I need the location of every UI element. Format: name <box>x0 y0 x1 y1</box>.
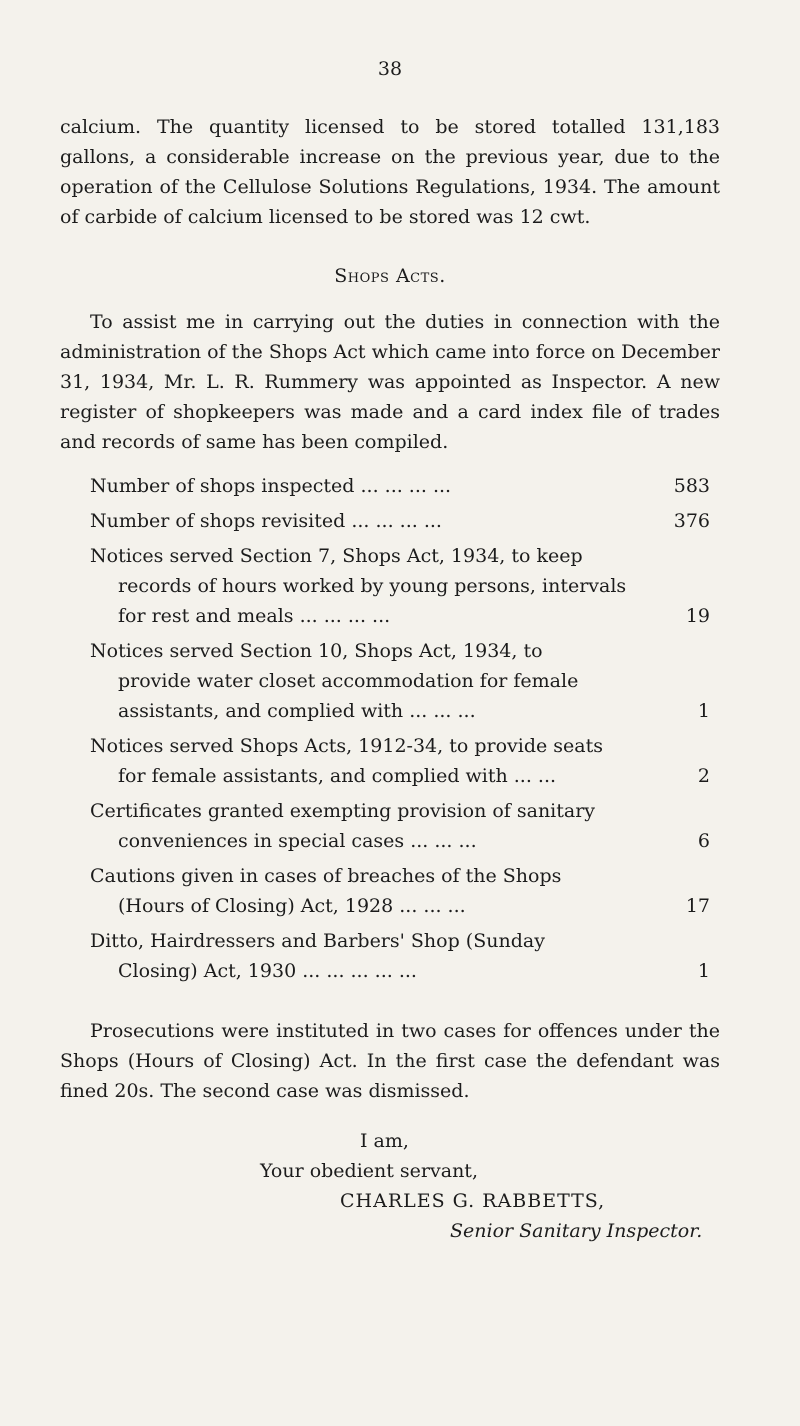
stat-value: 1 <box>697 700 710 722</box>
stat-row <box>90 636 720 726</box>
stat-value: 6 <box>697 830 710 852</box>
intro-paragraph: calcium. The quantity licensed to be stored totalled 131,183 gallons, a considerable increase on the previous year, due to the operation of the Cellulose Solutions Regulations, 1934. The amount of carbide of calcium licensed to be stored was 12 cwt. <box>60 116 720 228</box>
stat-label: Ditto, Hairdressers and Barbers' Shop (Sunday <box>90 930 545 952</box>
stat-value: 583 <box>673 475 710 497</box>
stat-row <box>90 796 720 856</box>
stat-label-continuation: Closing) Act, 1930 ... ... ... ... ... <box>118 960 417 982</box>
stat-value: 1 <box>697 960 710 982</box>
stat-row <box>90 541 720 631</box>
stat-label-continuation: records of hours worked by young persons, intervals for rest and meals ... ... ... ... <box>118 575 627 627</box>
section-heading: Shops Acts. <box>334 265 446 287</box>
stat-row <box>90 926 720 986</box>
document-page <box>60 58 720 1246</box>
stat-value: 2 <box>697 765 710 787</box>
stat-value: 17 <box>685 895 710 917</box>
stat-label: Number of shops inspected ... ... ... ... <box>90 475 452 497</box>
stat-label: Notices served Section 7, Shops Act, 1934, to keep <box>90 545 583 567</box>
stat-label-continuation: provide water closet accommodation for female assistants, and complied with ... ... ... <box>118 670 579 722</box>
stat-value: 19 <box>685 605 710 627</box>
signature-title: Senior Sanitary Inspector. <box>450 1220 703 1242</box>
signature-block <box>60 1126 720 1246</box>
stat-label-continuation: conveniences in special cases ... ... ... <box>118 830 477 852</box>
stat-label: Number of shops revisited ... ... ... ... <box>90 510 442 532</box>
stat-label: Cautions given in cases of breaches of the Shops <box>90 865 562 887</box>
stat-row <box>90 861 720 921</box>
stats-list <box>90 471 720 986</box>
stat-row <box>90 471 720 501</box>
signature-name: CHARLES G. RABBETTS, <box>340 1190 606 1212</box>
stat-value: 376 <box>673 510 710 532</box>
signature-salutation: I am, <box>360 1130 409 1152</box>
stat-label: Notices served Section 10, Shops Act, 1934, to <box>90 640 543 662</box>
stat-label: Notices served Shops Acts, 1912-34, to provide seats <box>90 735 603 757</box>
signature-closing: Your obedient servant, <box>260 1160 478 1182</box>
stat-row <box>90 731 720 791</box>
stat-label-continuation: for female assistants, and complied with ... ... <box>118 765 557 787</box>
stat-label: Certificates granted exempting provision of sanitary <box>90 800 596 822</box>
page-number: 38 <box>377 58 403 80</box>
stat-label-continuation: (Hours of Closing) Act, 1928 ... ... ... <box>118 895 466 917</box>
prosecution-paragraph: Prosecutions were instituted in two cases for offences under the Shops (Hours of Closing) Act. In the first case the defendant was fined 20s. The second case was dismissed. <box>60 1020 720 1102</box>
stat-row <box>90 506 720 536</box>
section-paragraph: To assist me in carrying out the duties in connection with the administration of the Shops Act which came into force on December 31, 1934, Mr. L. R. Rummery was appointed as Inspector. A new register of shopkeepers was made and a card index file of trades and records of same has been compiled. <box>60 311 720 453</box>
